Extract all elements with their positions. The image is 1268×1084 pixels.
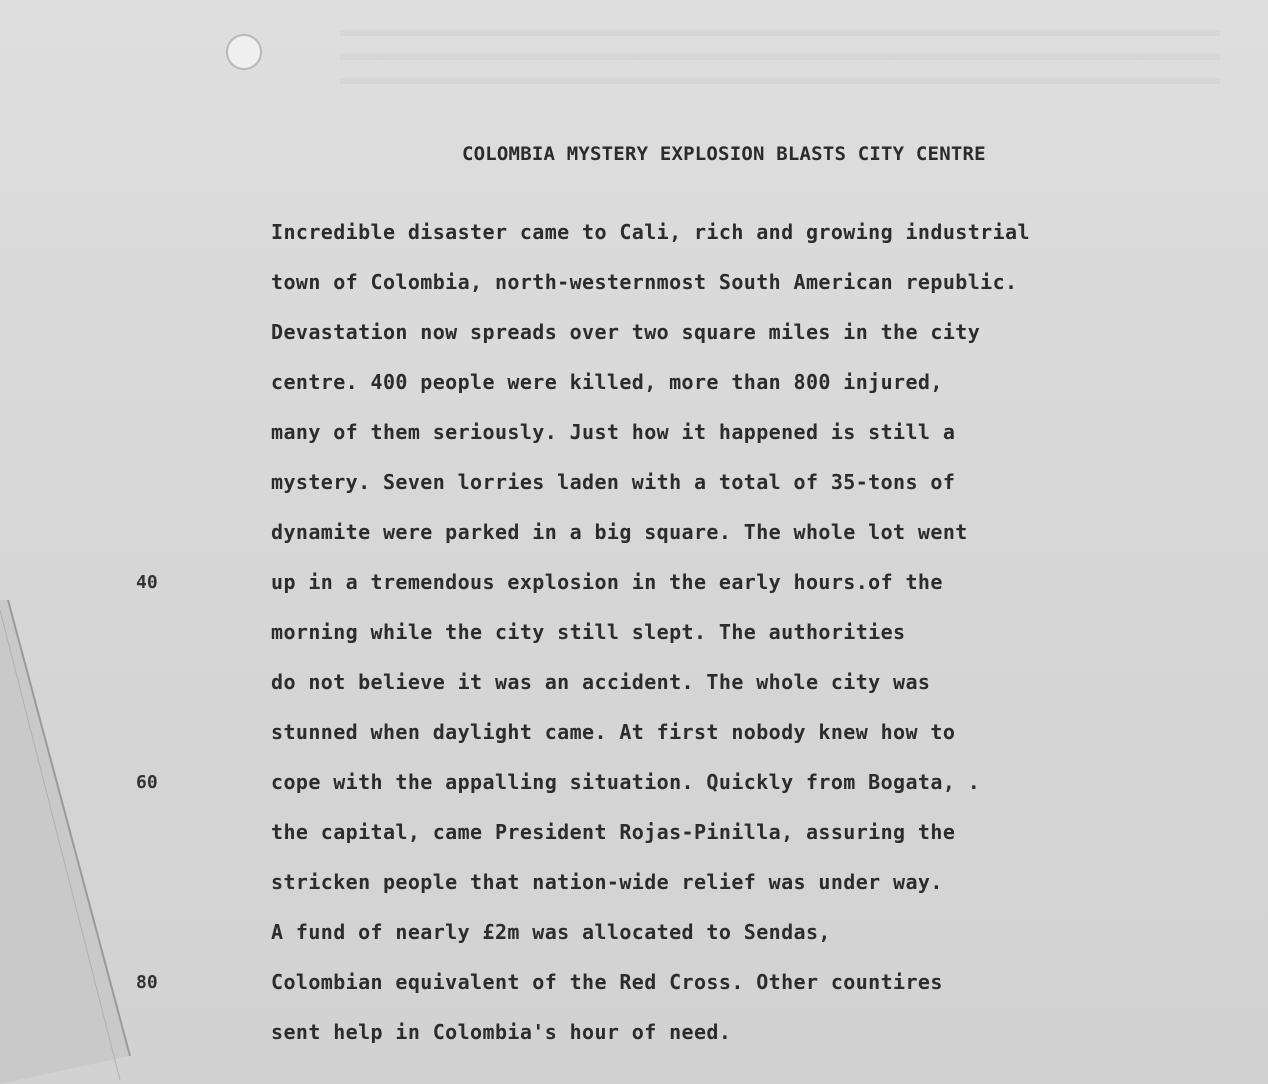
- text-line: many of them seriously. Just how it happened is still a: [271, 420, 956, 444]
- text-line: stricken people that nation-wide relief was under way.: [271, 870, 943, 894]
- faint-show-through-text: [340, 30, 1220, 100]
- folded-paper-edge: [0, 0, 200, 1084]
- text-line: Devastation now spreads over two square miles in the city: [271, 320, 981, 344]
- text-line: dynamite were parked in a big square. The whole lot went: [271, 520, 968, 544]
- text-line: do not believe it was an accident. The whole city was: [271, 670, 931, 694]
- text-line: stunned when daylight came. At first nobody knew how to: [271, 720, 956, 744]
- text-line: morning while the city still slept. The authorities: [271, 620, 906, 644]
- margin-number-80: 80: [136, 972, 158, 993]
- article-body: [271, 212, 1030, 1062]
- punch-hole: [226, 34, 262, 70]
- margin-number-40: 40: [136, 572, 158, 593]
- text-line: A fund of nearly £2m was allocated to Sendas,: [271, 920, 831, 944]
- text-line: cope with the appalling situation. Quickly from Bogata, .: [271, 770, 981, 794]
- text-line: Colombian equivalent of the Red Cross. Other countires: [271, 970, 943, 994]
- text-line: town of Colombia, north-westernmost South American republic.: [271, 270, 1018, 294]
- document-title: COLOMBIA MYSTERY EXPLOSION BLASTS CITY CENTRE: [462, 143, 986, 165]
- text-line: the capital, came President Rojas-Pinilla, assuring the: [271, 820, 956, 844]
- text-line: sent help in Colombia's hour of need.: [271, 1020, 732, 1044]
- margin-number-60: 60: [136, 772, 158, 793]
- text-line: centre. 400 people were killed, more than 800 injured,: [271, 370, 943, 394]
- text-line: mystery. Seven lorries laden with a total of 35-tons of: [271, 470, 956, 494]
- text-line: Incredible disaster came to Cali, rich and growing industrial: [271, 220, 1030, 244]
- text-line: up in a tremendous explosion in the early hours.of the: [271, 570, 943, 594]
